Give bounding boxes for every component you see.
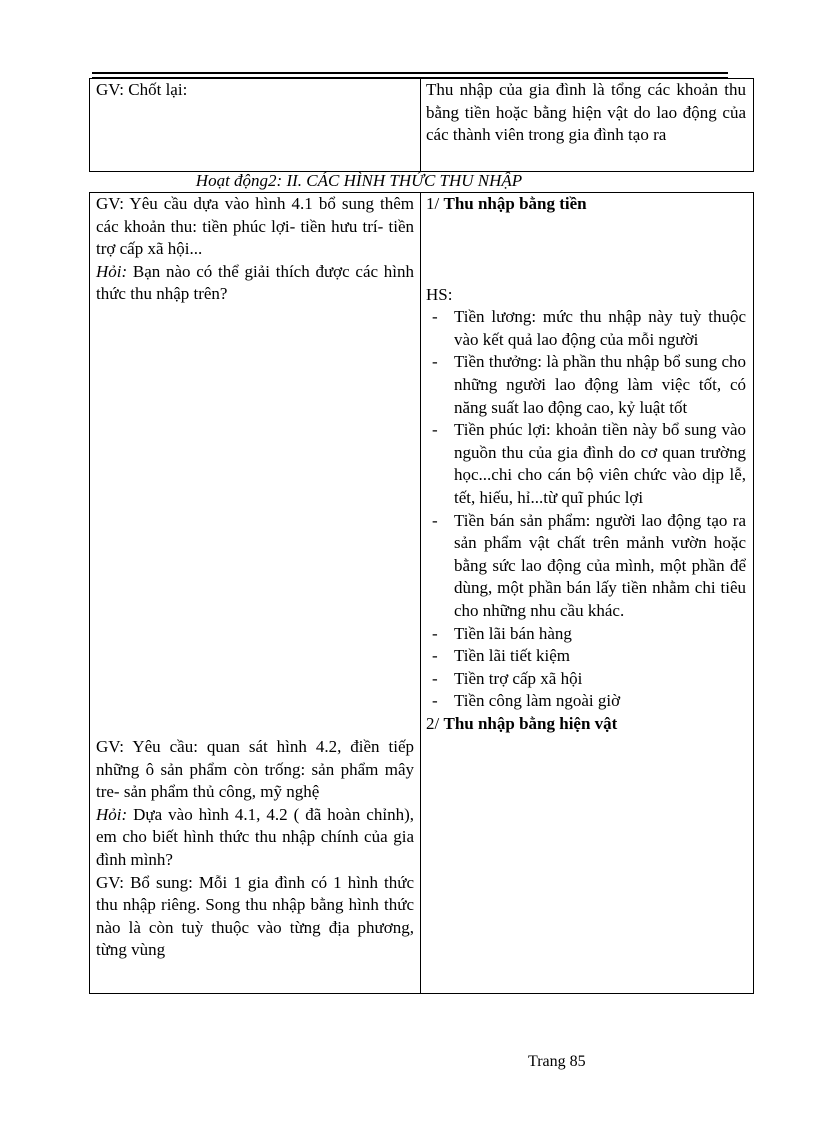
section-heading-money [426, 193, 746, 216]
income-list [426, 306, 746, 713]
list-item: - Tiền trợ cấp xã hội [426, 668, 746, 691]
activity-heading: Hoạt động2: II. CÁC HÌNH THỨC THU NHẬP [195, 171, 523, 190]
teacher-supplement: GV: Bổ sung: Mỗi 1 gia đình có 1 hình thức thu nhập riêng. Song thu nhập bằng hình thức nào là còn tuỳ thuộc vào từng địa phương, từng vùng [96, 872, 414, 960]
list-item: - Tiền lương: mức thu nhập này tuỳ thuộc vào kết quả lao động của mỗi người [426, 306, 746, 351]
student-column [421, 193, 754, 994]
question-text: Bạn nào có thể giải thích được các hình thức thu nhập trên? [96, 261, 414, 304]
section-heading-in-kind [426, 713, 746, 736]
income-definition-text: Thu nhập của gia đình là tổng các khoản thu bằng tiền hoặc bằng hiện vật do lao động của các thành viên trong gia đình tạo ra [426, 80, 746, 145]
top-rule [92, 72, 728, 74]
section-title: Thu nhập bằng hiện vật [443, 713, 618, 733]
question-2 [96, 804, 414, 872]
question-text: Dựa vào hình 4.1, 4.2 ( đã hoàn chỉnh), em cho biết hình thức thu nhập chính của gia đình mình? [96, 804, 414, 869]
student-label: HS: [426, 284, 453, 304]
teacher-conclusion-cell [90, 79, 421, 172]
list-item: - Tiền lãi bán hàng [426, 623, 746, 646]
teacher-conclusion-text: GV: Chốt lại: [96, 80, 188, 99]
list-item: - Tiền bán sản phẩm: người lao động tạo ra sản phẩm vật chất trên mảnh vườn hoặc bằng sức lao động của mình, một phần để dùng, một phần bán lấy tiền nhằm chi tiêu cho những nhu cầu khác. [426, 510, 746, 623]
section-number: 1/ [426, 194, 444, 213]
teacher-instruction-1: GV: Yêu cầu dựa vào hình 4.1 bổ sung thêm các khoản thu: tiền phúc lợi- tiền hưu trí- tiền trợ cấp xã hội... [96, 194, 414, 259]
section-number: 2/ [426, 713, 444, 733]
question-1 [96, 261, 414, 306]
conclusion-table [89, 78, 754, 172]
teacher-column [90, 193, 421, 994]
activity-table [89, 192, 754, 994]
page-number: Trang 85 [528, 1053, 586, 1070]
table-row [90, 79, 754, 172]
definition-cell [421, 79, 754, 172]
spacer [96, 306, 414, 736]
list-item: - Tiền phúc lợi: khoản tiền này bổ sung vào nguồn thu của gia đình do cơ quan trường học...chi cho cán bộ viên chức vào dịp lễ, tết, hiếu, hỉ...từ quĩ phúc lợi [426, 419, 746, 509]
table-row [90, 193, 754, 994]
question-label: Hỏi: [96, 261, 128, 281]
list-item: - Tiền lãi tiết kiệm [426, 645, 746, 668]
list-item: - Tiền công làm ngoài giờ [426, 690, 746, 713]
question-label: Hỏi: [96, 804, 128, 824]
teacher-instruction-2: GV: Yêu cầu: quan sát hình 4.2, điền tiếp những ô sản phẩm còn trống: sản phẩm mây tre- sản phẩm thủ công, mỹ nghệ [96, 736, 414, 802]
spacer [426, 216, 746, 284]
list-item: - Tiền thưởng: là phần thu nhập bổ sung cho những người lao động làm việc tốt, có năng suất lao động cao, kỷ luật tốt [426, 351, 746, 419]
section-title: Thu nhập bằng tiền [443, 194, 587, 213]
